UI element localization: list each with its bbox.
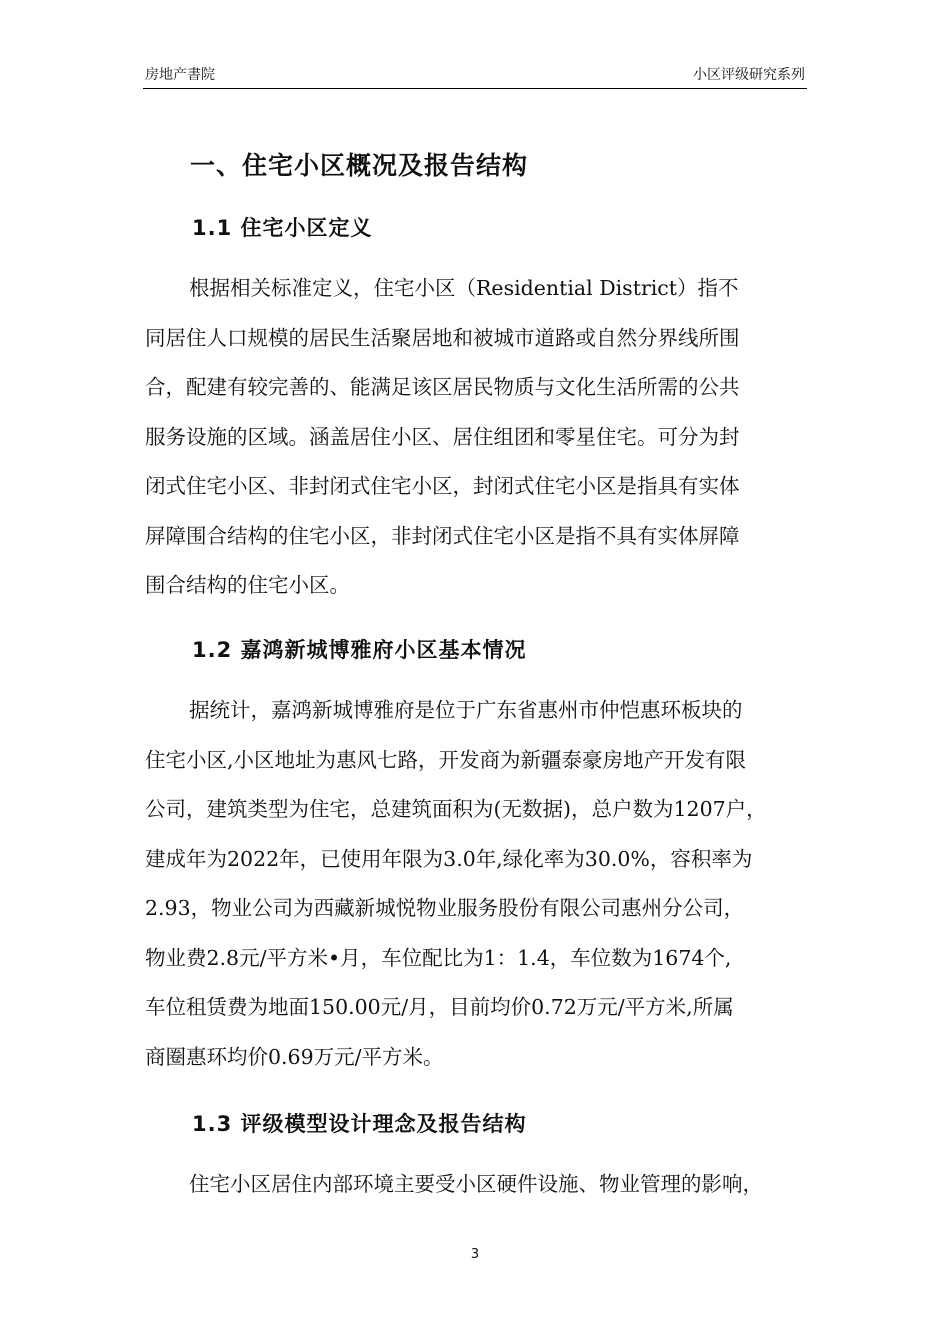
subsection-1-title: 1.1 住宅小区定义 [192,216,373,240]
subsection-3-paragraph [145,1160,815,1210]
paragraph-line: 2.93，物业公司为西藏新城悦物业服务股份有限公司惠州分公司， [145,896,745,920]
paragraph-line: 围合结构的住宅小区。 [145,573,350,597]
page-number: 3 [470,1247,480,1262]
paragraph-line: 建成年为2022年，已使用年限为3.0年,绿化率为30.0%，容积率为 [145,846,753,871]
paragraph-line: 屏障围合结构的住宅小区，非封闭式住宅小区是指不具有实体屏障 [145,523,740,548]
header-right-text: 小区评级研究系列 [693,67,805,83]
paragraph-line: 商圈惠环均价0.69万元/平方米。 [145,1044,444,1069]
section-title: 一、住宅小区概况及报告结构 [190,151,529,180]
paragraph-line: 同居住人口规模的居民生活聚居地和被城市道路或自然分界线所围 [145,325,740,350]
paragraph-line: 车位租赁费为地面150.00元/月，目前均价0.72万元/平方米,所属 [145,995,734,1019]
subsection-3-title: 1.3 评级模型设计理念及报告结构 [192,1112,527,1136]
header-left-text: 房地产書院 [145,67,215,83]
paragraph-line: 服务设施的区域。涵盖居住小区、居住组团和零星住宅。可分为封 [145,424,740,449]
paragraph-line: 住宅小区居住内部环境主要受小区硬件设施、物业管理的影响， [189,1172,763,1196]
paragraph-line: 公司，建筑类型为住宅，总建筑面积为(无数据)，总户数为1207户， [145,797,767,821]
subsection-2-title: 1.2 嘉鸿新城博雅府小区基本情况 [192,638,527,662]
paragraph-line: 物业费2.8元/平方米•月，车位配比为1：1.4，车位数为1674个, [145,945,732,970]
paragraph-line: 据统计，嘉鸿新城博雅府是位于广东省惠州市仲恺惠环板块的 [189,698,743,722]
paragraph-line: 住宅小区,小区地址为惠风七路，开发商为新疆泰豪房地产开发有限 [145,747,747,772]
paragraph-line: 闭式住宅小区、非封闭式住宅小区，封闭式住宅小区是指具有实体 [145,474,740,498]
paragraph-line: 根据相关标准定义，住宅小区（Residential District）指不 [189,276,739,300]
subsection-2-paragraph [145,686,815,1082]
subsection-1-paragraph [145,264,815,611]
page-header [143,66,807,89]
paragraph-line: 合，配建有较完善的、能满足该区居民物质与文化生活所需的公共 [145,375,740,399]
